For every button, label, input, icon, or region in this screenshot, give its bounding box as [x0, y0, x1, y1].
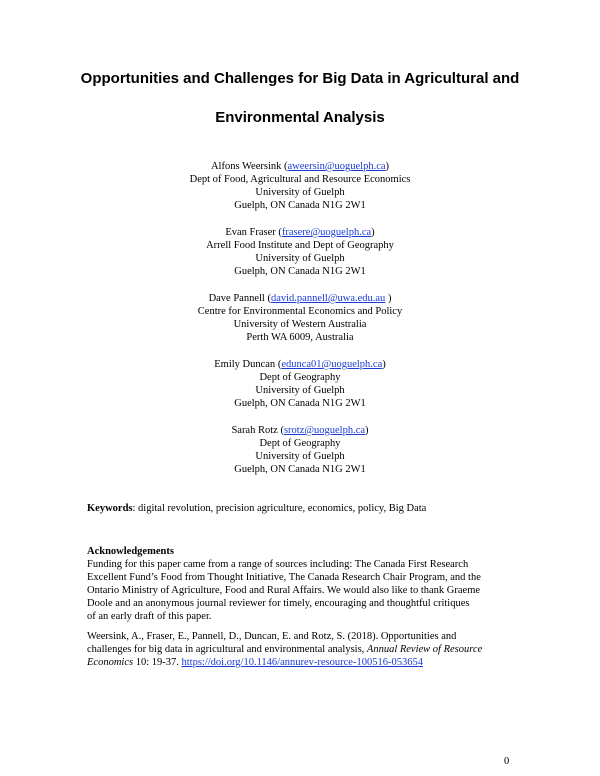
author-email-link[interactable]: frasere@uoguelph.ca	[281, 227, 372, 238]
citation	[87, 630, 537, 669]
citation-journal: Economics	[87, 657, 134, 668]
author-affiliation: University of Guelph	[255, 385, 345, 396]
author-affiliation: Dept of Food, Agricultural and Resource Economics	[189, 174, 411, 185]
acknowledgements-line: Funding for this paper came from a range of sources including: The Canada First Research	[87, 559, 469, 570]
author-affiliation: Guelph, ON Canada N1G 2W1	[234, 200, 366, 211]
citation-volume: 10: 19-37.	[133, 657, 182, 668]
keywords-label: Keywords	[87, 503, 133, 514]
author-entry: Alfons Weersink (aweersin@uoguelph.ca) Dept of Food, Agricultural and Resource Economics University of Guelph Guelph, ON Canada N1G 2W1	[60, 160, 540, 212]
author-affiliation: Guelph, ON Canada N1G 2W1	[234, 266, 366, 277]
author-affiliation: University of Guelph	[255, 253, 345, 264]
author-name: Sarah Rotz	[231, 425, 278, 436]
citation-line: Weersink, A., Fraser, E., Pannell, D., Duncan, E. and Rotz, S. (2018). Opportunities and	[87, 631, 457, 642]
author-affiliation: Dept of Geography	[259, 372, 341, 383]
keywords	[87, 502, 527, 515]
author-entry: Dave Pannell (david.pannell@uwa.edu.au ) Centre for Environmental Economics and Policy University of Western Australia Perth WA 6009, Australia	[60, 292, 540, 344]
author-affiliation: University of Guelph	[255, 451, 345, 462]
acknowledgements-line: Excellent Fund’s Food from Thought Initiative, The Canada Research Chair Program, and the	[87, 572, 481, 583]
author-name: Evan Fraser	[225, 227, 276, 238]
author-entry: Sarah Rotz (srotz@uoguelph.ca) Dept of Geography University of Guelph Guelph, ON Canada N1G 2W1	[60, 424, 540, 476]
paper-title-line-2: Environmental Analysis	[215, 109, 385, 126]
citation-journal: Annual Review of Resource	[366, 644, 483, 655]
author-entry: Emily Duncan (edunca01@uoguelph.ca) Dept of Geography University of Guelph Guelph, ON Canada N1G 2W1	[60, 358, 540, 410]
author-affiliation: Perth WA 6009, Australia	[246, 332, 354, 343]
author-affiliation: Centre for Environmental Economics and Policy	[197, 306, 403, 317]
acknowledgements-line: Doole and an anonymous journal reviewer for timely, encouraging and thoughtful critiques	[87, 598, 470, 609]
page-number: 0	[504, 756, 510, 767]
doi-link[interactable]: https://doi.org/10.1146/annurev-resource-100516-053654	[181, 657, 423, 668]
author-name: Emily Duncan	[214, 359, 276, 370]
author-name: Dave Pannell	[208, 293, 265, 304]
keywords-text: : digital revolution, precision agriculture, economics, policy, Big Data	[132, 503, 427, 514]
author-affiliation: Guelph, ON Canada N1G 2W1	[234, 398, 366, 409]
author-name: Alfons Weersink	[210, 161, 282, 172]
acknowledgements-heading: Acknowledgements	[87, 546, 174, 557]
author-email-link[interactable]: aweersin@uoguelph.ca	[287, 161, 386, 172]
author-email-link[interactable]: david.pannell@uwa.edu.au	[270, 293, 386, 304]
author-affiliation: University of Western Australia	[233, 319, 367, 330]
acknowledgements	[87, 545, 537, 623]
acknowledgements-line: of an early draft of this paper.	[87, 611, 212, 622]
author-email-link[interactable]: edunca01@uoguelph.ca	[281, 359, 383, 370]
author-affiliation: University of Guelph	[255, 187, 345, 198]
citation-line: challenges for big data in agricultural and environmental analysis,	[87, 644, 367, 655]
author-affiliation: Guelph, ON Canada N1G 2W1	[234, 464, 366, 475]
author-entry: Evan Fraser (frasere@uoguelph.ca) Arrell Food Institute and Dept of Geography University of Guelph Guelph, ON Canada N1G 2W1	[60, 226, 540, 278]
author-affiliation: Arrell Food Institute and Dept of Geography	[206, 240, 394, 251]
author-block	[60, 160, 540, 490]
author-email-link[interactable]: srotz@uoguelph.ca	[283, 425, 366, 436]
author-affiliation: Dept of Geography	[259, 438, 341, 449]
acknowledgements-line: Ontario Ministry of Agriculture, Food and Rural Affairs. We would also like to thank Graeme	[87, 585, 481, 596]
paper-title-line-1: Opportunities and Challenges for Big Data in Agricultural and	[80, 70, 520, 87]
